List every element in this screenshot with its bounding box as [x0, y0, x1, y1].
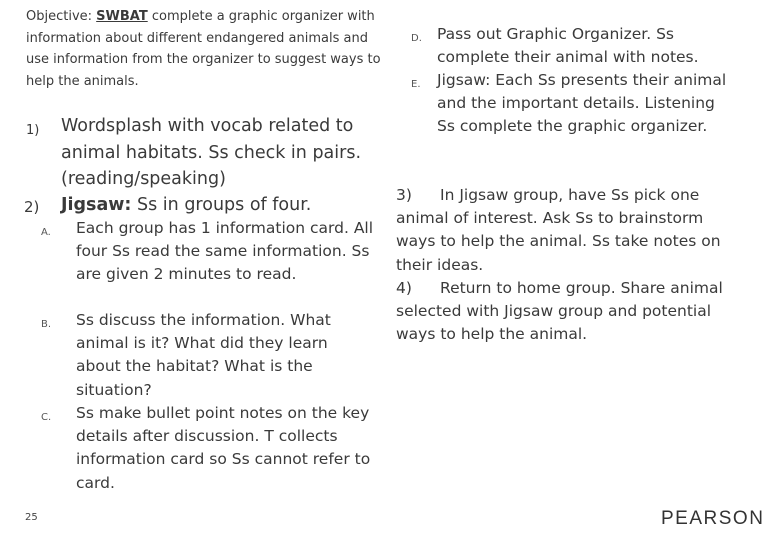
page-number: 25 [25, 512, 38, 523]
sub-c-text: Ss make bullet point notes on the key details after discussion. T collects information card so Ss cannot refer to card. [76, 404, 371, 492]
item1-text: Wordsplash with vocab related to animal habitats. Ss check in pairs. (reading/speaking) [61, 116, 362, 189]
pearson-logo: PEARSON [661, 508, 765, 529]
step-4-number: 4) [396, 279, 412, 297]
item1-number: 1) [26, 123, 40, 138]
item2-number: 2) [24, 198, 40, 216]
step-e-text: Jigsaw: Each Ss presents their animal and the important details. Listening Ss complete the graphic organizer. [437, 71, 727, 136]
step-4-text: Return to home group. Share animal selected with Jigsaw group and potential ways to help the animal. [396, 279, 723, 344]
sub-b-marker: B. [41, 319, 52, 330]
sub-b-text: Ss discuss the information. What animal is it? What did they learn about the habitat? What is the situation? [76, 311, 331, 399]
step-3-number: 3) [396, 186, 412, 204]
objective-label: Objective: [26, 9, 93, 24]
sub-a-text: Each group has 1 information card. All four Ss read the same information. Ss are given 2 minutes to read. [76, 219, 374, 284]
item2-text [61, 192, 386, 219]
objective-text: complete a graphic organizer with information about different endangered animals and use information from the organizer to suggest ways to help the animals. [26, 9, 381, 89]
item2-body: Ss in groups of four. [137, 195, 312, 215]
step-4-paragraph [396, 277, 746, 347]
jigsaw-term: Jigsaw: [61, 195, 132, 215]
swbat-term: SWBAT [96, 9, 148, 24]
sub-c-marker: C. [41, 412, 52, 423]
step-3-paragraph [396, 184, 746, 277]
step-3-text: In Jigsaw group, have Ss pick one animal of interest. Ask Ss to brainstorm ways to help the animal. Ss take notes on their ideas. [396, 186, 721, 274]
step-e-marker: E. [411, 79, 421, 90]
step-d-text: Pass out Graphic Organizer. Ss complete their animal with notes. [437, 25, 699, 67]
sub-a-marker: A. [41, 227, 51, 238]
step-d-marker: D. [411, 33, 422, 44]
objective-paragraph [26, 6, 386, 92]
